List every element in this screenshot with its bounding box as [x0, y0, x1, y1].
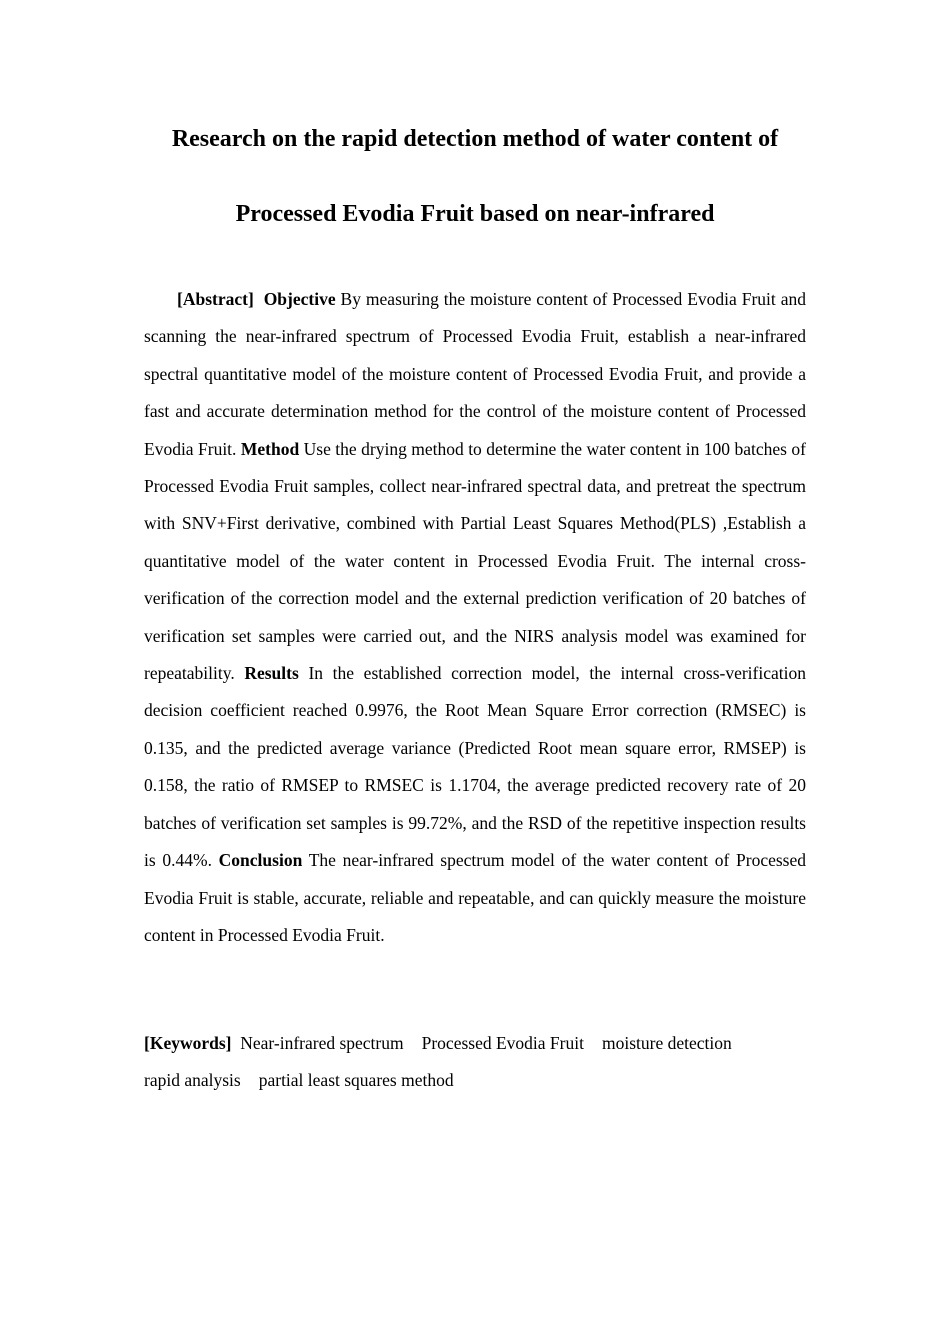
keyword-item: Near-infrared spectrum — [240, 1033, 404, 1053]
paper-title-line-1: Research on the rapid detection method of water content of — [171, 126, 779, 152]
keywords-paragraph — [144, 1025, 806, 1100]
method-text: Use the drying method to determine the water content in 100 batches of Processed Evodia Fruit samples, collect near-infrared spectral data, and pretreat the spectrum with SNV+First derivative, combined with Partial Least Squares Method(PLS) ,Establish a quantitative model of the water content in Processed Evodia Fruit. The internal cross-verification of the correction model and the external prediction verification of 20 batches of verification set samples were carried out, and the NIRS analysis model was examined for repeatability. — [144, 438, 806, 684]
results-text: In the established correction model, the internal cross-verification decision coefficient reached 0.9976, the Root Mean Square Error correction (RMSEC) is 0.135, and the predicted average variance (Predicted Root mean square error, RMSEP) is 0.158, the ratio of RMSEP to RMSEC is 1.1704, the average predicted recovery rate of 20 batches of verification set samples is 99.72%, and the RSD of the repetitive inspection results is 0.44%. — [144, 663, 806, 871]
abstract-paragraph — [144, 281, 806, 954]
objective-label: Objective — [263, 289, 336, 309]
method-label: Method — [240, 438, 300, 459]
objective-text: By measuring the moisture content of Processed Evodia Fruit and scanning the near-infrared spectrum of Processed Evodia Fruit, establish a near-infrared spectral quantitative model of the moisture content of Processed Evodia Fruit, and provide a fast and accurate determination method for the control of the moisture content of Processed Evodia Fruit. — [144, 289, 806, 459]
keywords-label: [Keywords] — [144, 1033, 232, 1053]
keyword-item: Processed Evodia Fruit — [421, 1033, 584, 1053]
abstract-label: [Abstract] — [177, 289, 254, 309]
keyword-item: moisture detection — [601, 1033, 732, 1053]
keyword-item: partial least squares method — [258, 1070, 454, 1091]
conclusion-text: The near-infrared spectrum model of the water content of Processed Evodia Fruit is stable, accurate, reliable and repeatable, and can quickly measure the moisture content in Processed Evodia Fruit. — [144, 850, 807, 945]
results-label: Results — [244, 663, 299, 684]
keyword-item: rapid analysis — [144, 1070, 241, 1091]
paper-title-line-2: Processed Evodia Fruit based on near-infrared — [235, 201, 715, 227]
conclusion-label: Conclusion — [218, 850, 303, 871]
